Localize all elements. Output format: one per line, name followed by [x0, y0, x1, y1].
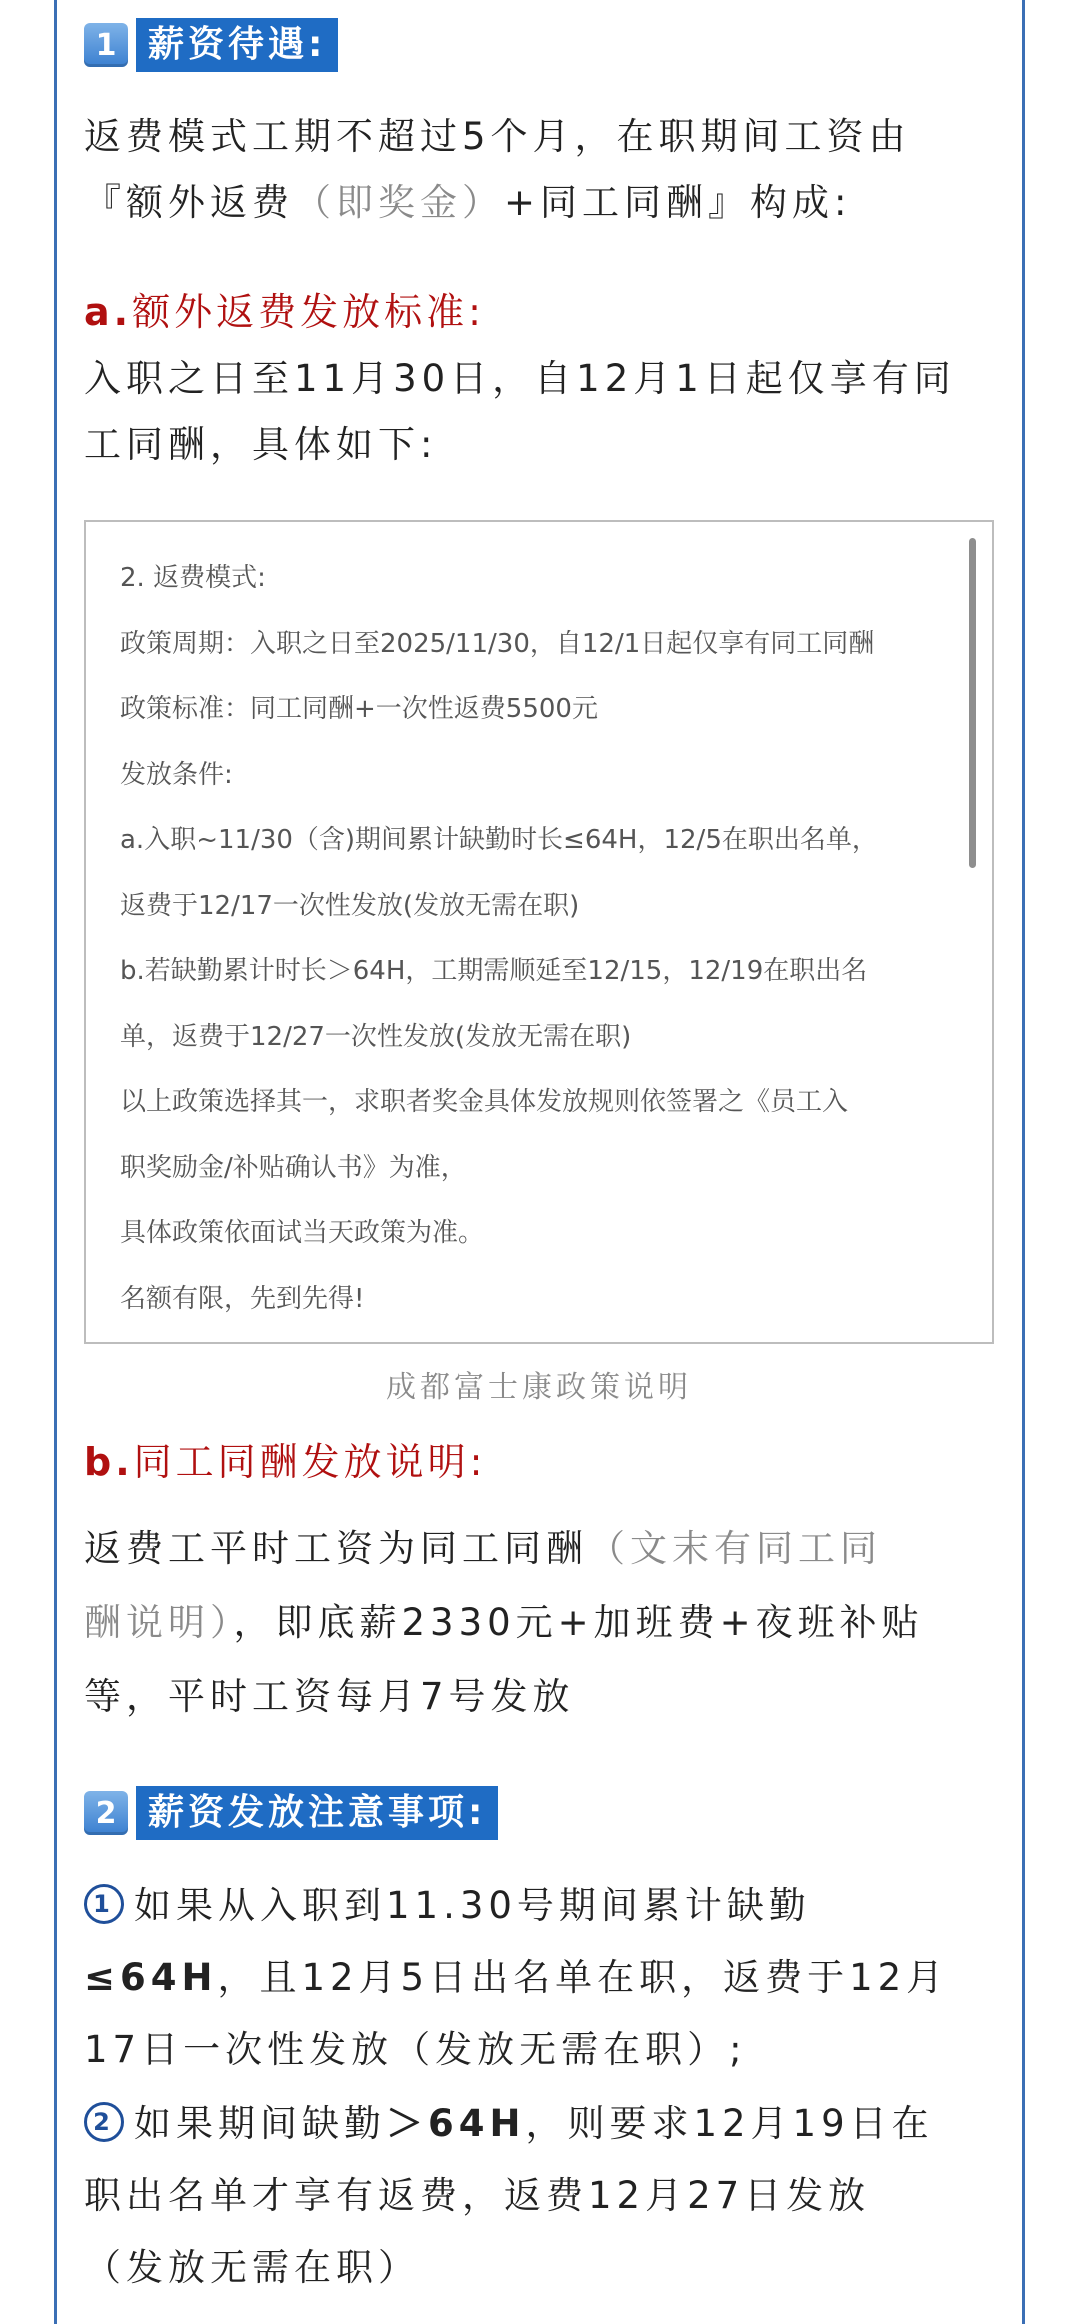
policy-image: [84, 520, 994, 1344]
item-2-line-3: （发放无需在职）: [84, 2246, 420, 2289]
part-b-line-1: [84, 1512, 1000, 1586]
article-frame-left-border: [54, 0, 57, 2324]
part-b-muted-2: 酬说明）: [84, 1601, 234, 1644]
policy-line: 返费于12/17一次性发放(发放无需在职): [120, 890, 580, 921]
part-b-muted-1: （文末有同工同: [588, 1527, 882, 1570]
policy-line: 具体政策依面试当天政策为准。: [120, 1218, 485, 1248]
part-b-heading: [84, 1432, 486, 1492]
part-b-text-1: 返费工平时工资为同工同酬: [84, 1527, 588, 1570]
policy-line: 政策周期：入职之日至2025/11/30，自12/1日起仅享有同工同酬: [120, 628, 875, 659]
part-b-text: [84, 1512, 1000, 1734]
part-a-prefix: a.: [84, 290, 133, 334]
item-2-line-1: [84, 2088, 1000, 2160]
part-b-line-2: [84, 1586, 1000, 1660]
section-2-title: 薪资发放注意事项:: [136, 1786, 498, 1840]
policy-line: b.若缺勤累计时长＞64H，工期需顺延至12/15，12/19在职出名: [120, 956, 868, 986]
policy-line: 政策标准：同工同酬+一次性返费5500元: [120, 694, 598, 724]
item-1-text-1: 如果从入职到11.30号期间累计缺勤: [134, 1884, 811, 1927]
policy-image-text: [120, 546, 952, 1332]
section-1-title: 薪资待遇:: [136, 18, 338, 72]
intro-line-2: [84, 170, 1000, 236]
section-1-intro: [84, 104, 1000, 236]
policy-line: 职奖励金/补贴确认书》为准，: [120, 1152, 467, 1183]
policy-line: 名额有限，先到先得!: [120, 1283, 365, 1314]
intro-muted-text: （即奖金）: [294, 181, 504, 224]
part-a-title: 额外返费发放标准:: [132, 290, 485, 334]
item-2-text-1b: ，则要求12月19日在: [525, 2102, 934, 2145]
article-frame-right-border: [1022, 0, 1025, 2324]
part-b-text-2: ，即底薪2330元+加班费+夜班补贴: [233, 1601, 924, 1644]
section-2-item-2: [84, 2088, 1000, 2304]
item-2-bold: ＞64H: [386, 2102, 526, 2145]
policy-line: 以上政策选择其一，求职者奖金具体发放规则依签署之《员工入: [120, 1087, 849, 1117]
part-a-line-2: 工同酬，具体如下:: [84, 423, 438, 466]
item-1-text-2: ，且12月5日出名单在职，返费于12月: [217, 1956, 949, 1999]
item-2-line-2: 职出名单才享有返费，返费12月27日发放: [84, 2174, 871, 2217]
policy-image-scrollbar[interactable]: [969, 538, 976, 868]
policy-line: 2. 返费模式:: [120, 563, 266, 593]
item-1-line-3: 17日一次性发放（发放无需在职）;: [84, 2028, 747, 2071]
item-1-bold: ≤64H: [84, 1956, 218, 1999]
item-2-text-1: 如果期间缺勤: [134, 2102, 386, 2145]
section-2-heading: [84, 1786, 498, 1840]
item-1-line-1: [84, 1870, 1000, 1942]
keycap-number-1-icon: 1: [84, 23, 128, 67]
part-b-prefix: b.: [84, 1440, 134, 1484]
item-1-line-2: [84, 1942, 1000, 2014]
circled-number-2-icon: 2: [84, 2102, 124, 2142]
part-a-line-1: 入职之日至11月30日，自12月1日起仅享有同: [84, 357, 956, 400]
keycap-number-2-icon: 2: [84, 1791, 128, 1835]
section-1-heading: [84, 18, 338, 72]
intro-line-1: 返费模式工期不超过5个月，在职期间工资由: [84, 115, 911, 158]
part-b-title: 同工同酬发放说明:: [133, 1440, 487, 1484]
part-a-heading: [84, 282, 485, 342]
policy-line: 发放条件:: [120, 759, 233, 790]
part-a-text: [84, 346, 1000, 478]
circled-number-1-icon: 1: [84, 1884, 124, 1924]
section-2-item-1: [84, 1870, 1000, 2086]
policy-line: a.入职~11/30（含)期间累计缺勤时长≤64H，12/5在职出名单，: [120, 825, 878, 855]
intro-text: 『额外返费: [84, 181, 294, 224]
policy-line: 单，返费于12/27一次性发放(发放无需在职): [120, 1021, 632, 1052]
policy-image-caption: 成都富士康政策说明: [386, 1370, 692, 1405]
intro-text-end: +同工同酬』构成:: [504, 181, 852, 224]
part-b-line-3: 等，平时工资每月7号发放: [84, 1675, 575, 1718]
